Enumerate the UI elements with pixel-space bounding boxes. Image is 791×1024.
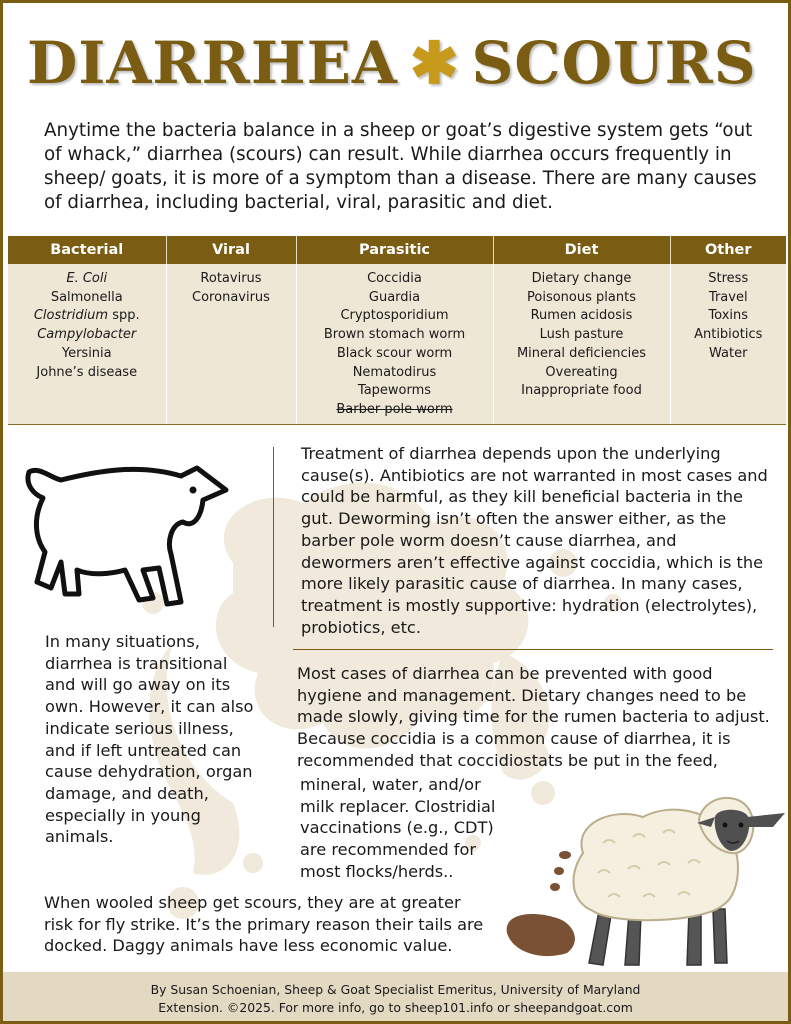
list-item: Rotavirus [200,271,262,286]
other-cell [670,264,786,424]
transitional-paragraph: In many situations, diarrhea is transitional and will go away on its own. However, it can also indicate serious illness, and if left untreated can cause dehydration, organ damage, and death, especially in young animals. [45,632,254,847]
list-item: Nematodirus [352,364,437,380]
list-item: Guardia [368,289,421,305]
intro-paragraph: Anytime the bacteria balance in a sheep or goat’s digestive system gets “out of whack,” diarrhea (scours) can result. While diarrhea occurs frequently in sheep/ goats, it is more of a symptom than a disease. There are many causes of diarrhea, including bacterial, viral, parasitic and diet. [44,120,757,213]
column-divider [273,447,274,627]
list-item: Yersinia [61,345,112,361]
list-item: Dietary change [531,271,632,286]
footer-credits [3,972,788,1024]
flystrike-paragraph: When wooled sheep get scours, they are at greater risk for fly strike. It’s the primary reason their tails are docked. Daggy animals have less economic value. [44,893,484,956]
list-item: Overeating [545,364,618,380]
prevention-paragraph: Most cases of diarrhea can be prevented with good hygiene and management. Dietary changes need to be made slowly, giving time for the rumen bacteria to adjust. Because coccidia is a common cause of diarrhea, it is recommended that coccidiostats be put in the feed, [297,664,770,770]
title-right: SCOURS [471,29,757,97]
header-diet: Diet [493,236,670,264]
list-item: Clostridium spp. [33,308,140,324]
prevention-continued: mineral, water, and/or milk replacer. Clostridial vaccinations (e.g., CDT) are recommended for most flocks/herds.. [300,775,496,881]
footer-line-2: Extension. ©2025. For more info, go to sheep101.info or sheepandgoat.com [158,1000,633,1015]
header-bacterial: Bacterial [8,236,166,264]
list-item: Water [709,345,748,361]
header-parasitic: Parasitic [296,236,493,264]
header-other: Other [670,236,786,264]
goat-icon [21,458,236,613]
list-item: Cryptosporidium [340,308,449,324]
viral-cell [166,264,296,424]
treatment-paragraph: Treatment of diarrhea depends upon the underlying cause(s). Antibiotics are not warranted in most cases and could be harmful, as they kill beneficial bacteria in the gut. Deworming isn’t often the answer either, as the barber pole worm doesn’t cause diarrhea, and dewormers aren’t effective against coccidia, which is the more likely parasitic cause of diarrhea. In many cases, treatment is mostly supportive: hydration (electrolytes), probiotics, etc. [301,444,768,637]
list-item: Stress [708,271,749,286]
list-item: Lush pasture [539,327,624,343]
list-item: Poisonous plants [527,289,636,305]
list-item: Rumen acidosis [530,308,633,324]
header-viral: Viral [166,236,296,264]
list-item-struck: Barber pole worm [336,401,453,417]
list-item: Toxins [708,308,749,324]
sheep-icon [503,793,791,973]
list-item: Johne’s disease [36,364,138,380]
causes-table [8,236,786,424]
list-item: Salmonella [50,289,123,305]
list-item: Mineral deficiencies [516,345,647,361]
list-item: Antibiotics [694,327,763,343]
list-item: Brown stomach worm [323,327,466,343]
list-item: Tapeworms [357,383,432,399]
footer-line-1: By Susan Schoenian, Sheep & Goat Specialist Emeritus, University of Maryland [150,982,641,997]
table-bottom-divider [8,424,786,425]
list-item: E. Coli [66,271,108,286]
section-divider [293,649,773,650]
title-left: DIARRHEA [27,29,398,97]
causes-body-row [8,264,786,424]
diet-cell [493,264,670,424]
asterisk-icon: ✱ [409,29,460,97]
page-title [27,29,757,97]
list-item: Coronavirus [192,289,270,305]
list-item: Coccidia [367,271,422,286]
parasitic-cell [296,264,493,424]
list-item: Campylobacter [37,327,137,343]
causes-header-row [8,236,786,264]
list-item: Black scour worm [336,345,453,361]
list-item: Inappropriate food [521,383,642,399]
clostridium-genus: Clostridium [33,308,109,324]
list-item: Travel [708,289,748,305]
bacterial-cell [8,264,166,424]
